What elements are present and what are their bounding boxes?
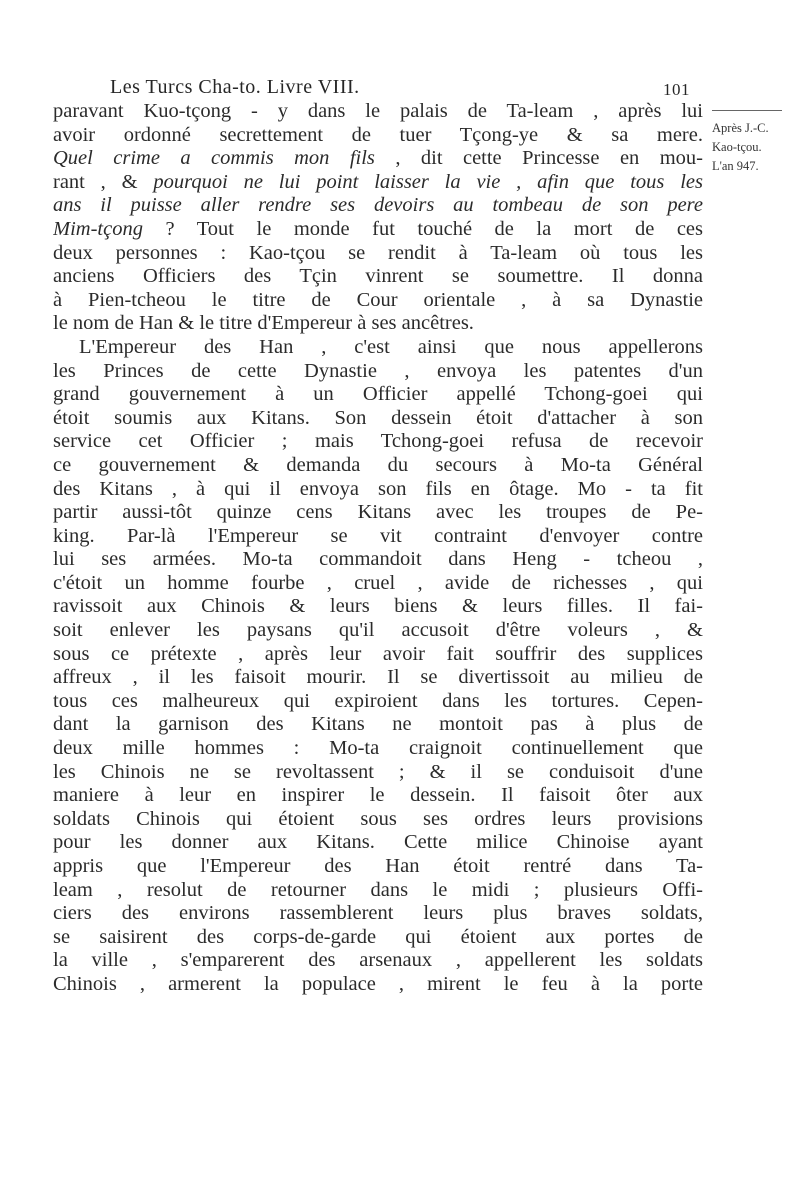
text-segment: à Pien-tcheou le titre de Cour orientale , à sa Dynastie: [53, 288, 703, 311]
text-segment: maniere à leur en inspirer le dessein. Il faisoit ôter aux: [53, 784, 703, 807]
text-segment: étoit soumis aux Kitans. Son dessein étoit d'attacher à son: [53, 406, 703, 429]
text-line: [53, 690, 703, 714]
text-line: [53, 265, 703, 289]
text-segment: les Princes de cette Dynastie , envoya les patentes d'un: [53, 359, 703, 382]
text-segment: avoir ordonné secrettement de tuer Tçong-ye & sa mere.: [53, 123, 703, 146]
text-line: [53, 360, 703, 384]
margin-note-line: L'an 947.: [712, 159, 759, 173]
text-segment: partir aussi-tôt quinze cens Kitans avec les troupes de Pe-: [53, 501, 703, 524]
text-segment: se saisirent des corps-de-garde qui étoient aux portes de: [53, 925, 703, 948]
running-head-title: Les Turcs Cha-to. Livre VIII.: [110, 76, 360, 98]
text-line: [53, 949, 703, 973]
text-segment: deux mille hommes : Mo-ta craignoit continuellement que: [53, 737, 703, 760]
text-line: [53, 100, 703, 124]
text-line: [53, 713, 703, 737]
italic-text: Quel crime a commis mon fils: [53, 147, 375, 170]
text-segment: grand gouvernement à un Officier appellé Tchong-goei qui: [53, 383, 703, 406]
text-segment: pour les donner aux Kitans. Cette milice Chinoise ayant: [53, 831, 703, 854]
text-line: [53, 548, 703, 572]
text-segment: king. Par-là l'Empereur se vit contraint d'envoyer contre: [53, 524, 703, 547]
text-segment: ciers des environs rassemblerent leurs plus braves soldats,: [53, 902, 703, 925]
text-line: [53, 595, 703, 619]
text-line: [53, 619, 703, 643]
body-text: [53, 100, 703, 997]
text-line: [53, 194, 703, 218]
text-segment: lui ses armées. Mo-ta commandoit dans Heng - tcheou ,: [53, 548, 703, 571]
text-segment: soldats Chinois qui étoient sous ses ordres leurs provisions: [53, 807, 703, 830]
margin-note: [712, 119, 769, 176]
page-number: 101: [663, 80, 690, 99]
text-segment: ? Tout le monde fut touché de la mort de ces: [142, 217, 703, 240]
text-segment: ravissoit aux Chinois & leurs biens & leurs filles. Il fai-: [53, 595, 703, 618]
margin-rule: [712, 110, 782, 111]
text-segment: Chinois , armerent la populace , mirent le feu à la porte: [53, 972, 703, 995]
text-segment: deux personnes : Kao-tçou se rendit à Ta-leam où tous les: [53, 241, 703, 264]
text-line: [53, 902, 703, 926]
margin-note-line: Après J.-C.: [712, 121, 769, 135]
text-line: [53, 572, 703, 596]
text-line: [53, 242, 703, 266]
text-segment: leam , resolut de retourner dans le midi ; plusieurs Offi-: [53, 878, 703, 901]
text-line: [53, 501, 703, 525]
text-line: [53, 147, 703, 171]
text-line: [53, 855, 703, 879]
text-line: [53, 218, 703, 242]
text-segment: c'étoit un homme fourbe , cruel , avide de richesses , qui: [53, 571, 703, 594]
text-line: [53, 336, 703, 360]
text-line: [53, 124, 703, 148]
italic-text: ans il puisse aller rendre ses devoirs au tombeau de son pere: [53, 194, 703, 217]
text-line: [53, 737, 703, 761]
text-line: [53, 383, 703, 407]
text-line: [53, 973, 703, 997]
text-segment: soit enlever les paysans qu'il accusoit d'être voleurs , &: [53, 619, 703, 642]
text-line: [53, 666, 703, 690]
text-segment: dant la garnison des Kitans ne montoit pas à plus de: [53, 713, 703, 736]
text-segment: affreux , il les faisoit mourir. Il se divertissoit au milieu de: [53, 666, 703, 689]
text-segment: le nom de Han & le titre d'Empereur à ses ancêtres.: [53, 312, 474, 335]
text-line: [53, 761, 703, 785]
text-segment: anciens Officiers des Tçin vinrent se soumettre. Il donna: [53, 265, 703, 288]
text-segment: des Kitans , à qui il envoya son fils en ôtage. Mo - ta fit: [53, 477, 703, 500]
text-line: [53, 430, 703, 454]
text-line: [53, 643, 703, 667]
text-segment: la ville , s'emparerent des arsenaux , appellerent les soldats: [53, 949, 703, 972]
text-line: [53, 525, 703, 549]
text-line: [53, 879, 703, 903]
text-line: [53, 454, 703, 478]
text-segment: sous ce prétexte , après leur avoir fait souffrir des supplices: [53, 642, 703, 665]
text-line: [53, 808, 703, 832]
text-segment: rant , &: [53, 170, 154, 193]
text-segment: tous ces malheureux qui expiroient dans les tortures. Cepen-: [53, 689, 703, 712]
text-line: [53, 312, 703, 336]
margin-note-line: Kao-tçou.: [712, 140, 762, 154]
text-line: [53, 784, 703, 808]
text-segment: service cet Officier ; mais Tchong-goei refusa de recevoir: [53, 430, 703, 453]
text-segment: L'Empereur des Han , c'est ainsi que nous appellerons: [79, 335, 703, 358]
text-line: [53, 289, 703, 313]
text-line: [53, 831, 703, 855]
text-segment: les Chinois ne se revoltassent ; & il se conduisoit d'une: [53, 760, 703, 783]
italic-text: Mim-tçong: [53, 217, 143, 240]
text-line: [53, 171, 703, 195]
text-segment: paravant Kuo-tçong - y dans le palais de Ta-leam , après lui: [53, 100, 703, 122]
text-line: [53, 478, 703, 502]
text-line: [53, 407, 703, 431]
italic-text: pourquoi ne lui point laisser la vie , afin que tous les: [153, 170, 703, 193]
text-segment: appris que l'Empereur des Han étoit rentré dans Ta-: [53, 855, 703, 877]
text-segment: ce gouvernement & demanda du secours à Mo-ta Général: [53, 453, 703, 476]
text-segment: , dit cette Princesse en mou-: [374, 147, 703, 170]
text-line: [53, 926, 703, 950]
